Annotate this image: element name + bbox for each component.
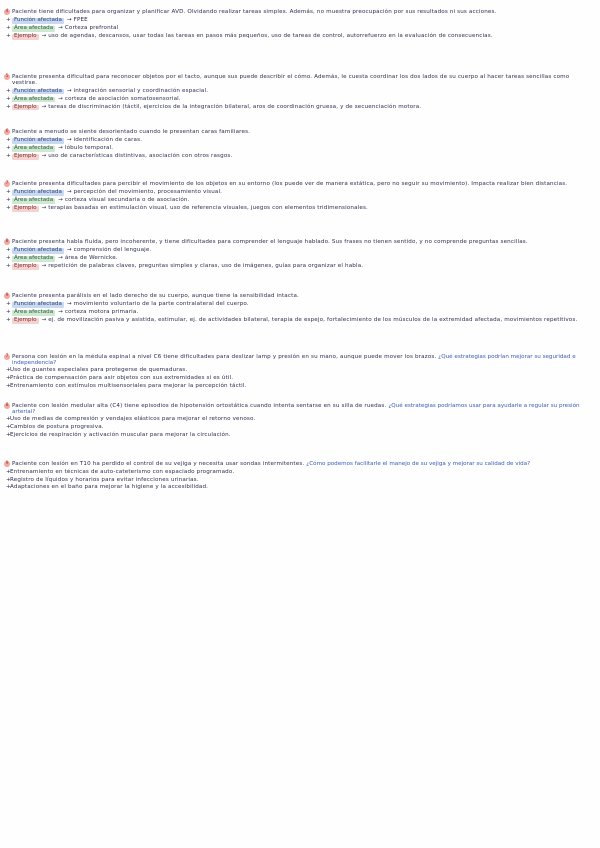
arrow-icon: → (58, 308, 63, 315)
item-text: integración sensorial y coordinación espacial. (73, 87, 209, 94)
arrow-icon: → (41, 204, 47, 211)
bullet-icon: + (6, 367, 11, 374)
case-number: 8 (5, 403, 9, 408)
item-label: Función afectada (14, 246, 62, 253)
case-item (4, 318, 596, 324)
case-item (4, 190, 596, 196)
arrow-icon: → (66, 136, 72, 143)
answer-point (4, 376, 596, 382)
case-statement (4, 294, 596, 300)
arrow-icon: → (58, 196, 63, 203)
case-text: Paciente presenta habla fluida, pero incoherente, y tiene dificultades para comprender el lenguaje hablado. Sus frases no tienen sentido, y no comprende preguntas sencillas. (12, 239, 528, 245)
case-item (4, 198, 596, 204)
case-block (4, 294, 596, 326)
case-item (4, 264, 596, 270)
case-statement (4, 240, 596, 246)
case-item (4, 105, 596, 111)
case-statement (4, 182, 596, 188)
case-number: 7 (5, 354, 9, 359)
point-text: Entrenamiento en técnicas de auto-cateterismo con espaciado programado. (10, 468, 235, 475)
bullet-icon: + (6, 16, 11, 23)
bullet-icon: + (6, 416, 11, 423)
point-text: Ejercicios de respiración y activación muscular para mejorar la circulación. (10, 431, 231, 438)
bullet-icon: + (6, 144, 11, 151)
case-block (4, 182, 596, 214)
point-text: Uso de guantes especiales para protegerse de quemaduras. (10, 367, 188, 374)
case-item (4, 18, 596, 24)
bullet-icon: + (6, 136, 11, 143)
item-text: ej. de movilización pasiva y asistida, estimular, ej. de actividades bilateral, terapia de espejo, fortalecimiento de los músculos de la extremidad afectada, movimientos repetitivos. (48, 316, 578, 323)
case-item (4, 89, 596, 95)
open-case-block (4, 404, 596, 441)
bullet-icon: + (6, 476, 11, 483)
item-text: uso de agendas, descansos, usar todas las tareas en pasos más pequeños, uso de tareas de control, autorrefuerzo en la evaluación de consecuencias. (48, 32, 493, 39)
open-case-block (4, 355, 596, 392)
case-statement (4, 10, 596, 16)
case-item (4, 34, 596, 40)
bullet-icon: + (6, 431, 11, 438)
item-text: repetición de palabras claves, preguntas simples y claras, uso de imágenes, guías para organizar el habla. (48, 262, 364, 269)
item-label: Área afectada (14, 308, 54, 315)
case-item (4, 138, 596, 144)
answer-point (4, 368, 596, 374)
answer-point (4, 417, 596, 423)
arrow-icon: → (66, 300, 72, 307)
item-text: área de Wernicke. (64, 254, 118, 261)
bullet-icon: + (6, 262, 11, 269)
case-item (4, 206, 596, 212)
case-text: Paciente presenta parálisis en el lado derecho de su cuerpo, aunque tiene la sensibilidad intacta. (12, 293, 299, 299)
item-text: corteza visual secundaria o de asociación. (64, 196, 190, 203)
arrow-icon: → (41, 32, 47, 39)
case-number: 9 (5, 461, 9, 466)
bullet-icon: + (6, 204, 11, 211)
answer-point (4, 433, 596, 439)
arrow-icon: → (58, 24, 63, 31)
item-text: tareas de discriminación (táctil, ejercicios de la integración bilateral, aros de coordinación gruesa, y de secuenciación motora. (48, 103, 422, 110)
bullet-icon: + (6, 32, 11, 39)
item-label: Función afectada (14, 188, 62, 195)
item-label: Función afectada (14, 87, 62, 94)
arrow-icon: → (66, 87, 72, 94)
item-text: movimiento voluntario de la parte contralateral del cuerpo. (73, 300, 249, 307)
bullet-icon: + (6, 424, 11, 431)
item-label: Ejemplo (14, 103, 37, 110)
case-text: Paciente con lesión medular alta (C4) tiene episodios de hipotensión ortostática cuando intenta sentarse en su silla de ruedas. (12, 403, 389, 409)
case-number: 5 (5, 74, 9, 79)
bullet-icon: + (6, 95, 11, 102)
case-question: ¿Qué estrategias podrían mejorar su seguridad e independencia? (12, 354, 576, 366)
point-text: Entrenamiento con estímulos multisensoriales para mejorar la percepción táctil. (10, 382, 247, 389)
point-text: Cambios de postura progresiva. (10, 424, 104, 431)
bullet-icon: + (6, 375, 11, 382)
item-text: comprensión del lenguaje. (73, 246, 152, 253)
case-statement (4, 404, 596, 415)
point-text: Uso de medias de compresión y vendajes elásticos para mejorar el retorno venoso. (10, 416, 256, 423)
item-label: Ejemplo (14, 262, 37, 269)
item-label: Función afectada (14, 136, 62, 143)
case-block (4, 130, 596, 162)
case-statement (4, 75, 596, 86)
item-label: Función afectada (14, 16, 62, 23)
case-item (4, 302, 596, 308)
case-item (4, 26, 596, 32)
bullet-icon: + (6, 152, 11, 159)
item-label: Ejemplo (14, 152, 37, 159)
case-item (4, 97, 596, 103)
case-statement (4, 130, 596, 136)
bullet-icon: + (6, 103, 11, 110)
item-label: Área afectada (14, 254, 54, 261)
point-text: Adaptaciones en el baño para mejorar la higiene y la accesibilidad. (10, 484, 209, 491)
answer-point (4, 485, 596, 491)
case-item (4, 146, 596, 152)
point-text: Práctica de compensación para asir objetos con sus extremidades si es útil. (10, 375, 234, 382)
point-text: Registro de líquidos y horarios para evitar infecciones urinarias. (10, 476, 199, 483)
bullet-icon: + (6, 468, 11, 475)
bullet-icon: + (6, 246, 11, 253)
arrow-icon: → (66, 188, 72, 195)
case-statement (4, 462, 596, 468)
case-number: 9 (5, 293, 9, 298)
bullet-icon: + (6, 382, 11, 389)
bullet-icon: + (6, 308, 11, 315)
arrow-icon: → (58, 254, 63, 261)
case-text: Persona con lesión en la médula espinal a nivel C6 tiene dificultades para deslizar lamp y presión en su mano, aunque puede mover los brazos. (12, 354, 439, 360)
arrow-icon: → (58, 144, 63, 151)
case-item (4, 310, 596, 316)
item-text: lóbulo temporal. (64, 144, 114, 151)
item-text: identificación de caras. (73, 136, 143, 143)
case-text: Paciente a menudo se siente desorientado cuando le presentan caras familiares. (12, 129, 251, 135)
item-text: FPEE (73, 16, 88, 23)
item-text: percepción del movimiento, procesamiento visual. (73, 188, 223, 195)
bullet-icon: + (6, 254, 11, 261)
item-text: terapias basadas en estimulación visual, uso de referencia visuales, juegos con elementos tridimensionales. (48, 204, 368, 211)
answer-point (4, 478, 596, 484)
answer-point (4, 470, 596, 476)
bullet-icon: + (6, 300, 11, 307)
case-text: Paciente tiene dificultades para organizar y planificar AVD. Olvidando realizar tareas simples. Además, no muestra preocupación por sus resultados ni sus acciones. (12, 9, 497, 15)
item-text: Corteza prefrontal (64, 24, 119, 31)
case-statement (4, 355, 596, 366)
arrow-icon: → (41, 316, 47, 323)
case-number: 7 (5, 181, 9, 186)
bullet-icon: + (6, 484, 11, 491)
bullet-icon: + (6, 188, 11, 195)
item-label: Función afectada (14, 300, 62, 307)
answer-point (4, 425, 596, 431)
case-item (4, 154, 596, 160)
case-text: Paciente presenta dificultad para reconocer objetos por el tacto, aunque sus puede describir el cómo. Además, le cuesta coordinar los dos lados de su cuerpo al hacer tareas sencillas como vestirse. (12, 74, 570, 86)
case-number: 6 (5, 129, 9, 134)
item-text: uso de características distintivas, asociación con otros rasgos. (48, 152, 233, 159)
arrow-icon: → (66, 246, 72, 253)
case-block (4, 240, 596, 272)
answer-point (4, 384, 596, 390)
case-item (4, 256, 596, 262)
item-text: corteza motora primaria. (64, 308, 139, 315)
item-label: Ejemplo (14, 32, 37, 39)
item-label: Área afectada (14, 196, 54, 203)
arrow-icon: → (66, 16, 72, 23)
case-question: ¿Qué estrategias podríamos usar para ayudarle a regular su presión arterial? (12, 403, 580, 415)
item-label: Área afectada (14, 95, 54, 102)
case-text: Paciente con lesión en T10 ha perdido el control de su vejiga y necesita usar sondas intermitentes. (12, 461, 307, 467)
bullet-icon: + (6, 316, 11, 323)
case-number: 4 (5, 9, 9, 14)
case-block (4, 10, 596, 42)
case-number: 8 (5, 239, 9, 244)
arrow-icon: → (41, 152, 47, 159)
item-text: corteza de asociación somatosensorial. (64, 95, 181, 102)
arrow-icon: → (41, 103, 47, 110)
item-label: Ejemplo (14, 316, 37, 323)
arrow-icon: → (41, 262, 47, 269)
bullet-icon: + (6, 87, 11, 94)
item-label: Ejemplo (14, 204, 37, 211)
case-question: ¿Cómo podemos facilitarle el manejo de su vejiga y mejorar su calidad de vida? (306, 461, 531, 467)
item-label: Área afectada (14, 24, 54, 31)
arrow-icon: → (58, 95, 63, 102)
bullet-icon: + (6, 196, 11, 203)
item-label: Área afectada (14, 144, 54, 151)
case-item (4, 248, 596, 254)
case-block (4, 75, 596, 113)
case-text: Paciente presenta dificultades para percibir el movimiento de los objetos en su entorno (los puede ver de manera estática, pero no seguir su movimiento). Impacta realizar bien distancias. (12, 181, 568, 187)
bullet-icon: + (6, 24, 11, 31)
open-case-block (4, 462, 596, 493)
